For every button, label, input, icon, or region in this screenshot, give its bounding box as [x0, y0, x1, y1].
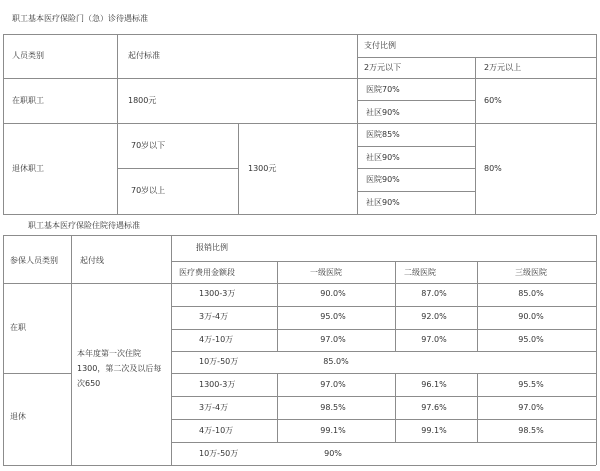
- grid-line: [477, 373, 478, 442]
- header-level1: 一级医院: [310, 268, 342, 277]
- employed-over: 60%: [484, 96, 502, 105]
- employed-hospital: 医院70%: [366, 85, 400, 94]
- retired-over70-community: 社区90%: [366, 198, 400, 207]
- grid-line: [171, 306, 596, 307]
- outpatient-table-title: 职工基本医疗保险门（急）诊待遇标准: [12, 14, 148, 23]
- header-level3: 三级医院: [515, 268, 547, 277]
- rate-cell: 96.1%: [421, 380, 447, 389]
- header-reimbursement: 报销比例: [196, 243, 228, 252]
- retired-label: 退休职工: [12, 164, 44, 173]
- grid-line: [3, 283, 596, 284]
- employed-community: 社区90%: [366, 108, 400, 117]
- grid-line: [3, 34, 596, 35]
- cost-band: 4万-10万: [199, 335, 234, 344]
- header-deductible-line: 起付线: [80, 256, 104, 265]
- header-insured-category: 参保人员类别: [10, 256, 58, 265]
- grid-line: [171, 329, 596, 330]
- inpatient-table-title: 职工基本医疗保险住院待遇标准: [28, 221, 140, 230]
- grid-line: [357, 191, 475, 192]
- grid-line: [357, 100, 475, 101]
- rate-cell: 92.0%: [421, 312, 447, 321]
- employed-deductible: 1800元: [128, 96, 157, 105]
- rate-cell: 90.0%: [320, 289, 346, 298]
- retired-under70-community: 社区90%: [366, 153, 400, 162]
- grid-line: [171, 396, 596, 397]
- retired-over70: 70岁以上: [131, 186, 166, 195]
- rate-cell-merged: 90%: [324, 449, 342, 458]
- retired-deductible: 1300元: [248, 164, 277, 173]
- rate-cell: 95.0%: [518, 335, 544, 344]
- inpatient-deductible-text: 本年度第一次住院1300，第二次及以后每次650: [77, 349, 162, 388]
- rate-cell: 97.0%: [421, 335, 447, 344]
- header-level2: 二级医院: [404, 268, 436, 277]
- retired-over70-hospital: 医院90%: [366, 175, 400, 184]
- grid-line: [238, 123, 239, 214]
- employed-label: 在职职工: [12, 96, 44, 105]
- rate-cell: 95.5%: [518, 380, 544, 389]
- grid-line: [3, 235, 596, 236]
- rate-cell: 97.0%: [320, 380, 346, 389]
- rate-cell: 97.6%: [421, 403, 447, 412]
- grid-line: [171, 419, 596, 420]
- grid-line: [475, 57, 476, 214]
- grid-line: [117, 34, 118, 214]
- grid-line: [3, 214, 596, 215]
- rate-cell: 99.1%: [421, 426, 447, 435]
- grid-line: [171, 261, 596, 262]
- grid-line: [3, 235, 4, 465]
- group-label-employed: 在职: [10, 323, 26, 332]
- grid-line: [3, 373, 71, 374]
- grid-line: [171, 235, 172, 465]
- grid-line: [357, 168, 475, 169]
- retired-under70-hospital: 医院85%: [366, 130, 400, 139]
- header-deductible: 起付标准: [128, 51, 160, 60]
- cost-band: 10万-50万: [199, 357, 239, 366]
- grid-line: [596, 235, 597, 465]
- cost-band: 10万-50万: [199, 449, 239, 458]
- retired-under70: 70岁以下: [131, 141, 166, 150]
- rate-cell: 97.0%: [518, 403, 544, 412]
- header-payment-ratio: 支付比例: [364, 41, 396, 50]
- grid-line: [596, 34, 597, 214]
- rate-cell: 98.5%: [518, 426, 544, 435]
- grid-line: [117, 168, 238, 169]
- grid-line: [357, 57, 596, 58]
- rate-cell: 98.5%: [320, 403, 346, 412]
- grid-line: [277, 261, 278, 351]
- cost-band: 3万-4万: [199, 312, 229, 321]
- grid-line: [477, 261, 478, 351]
- grid-line: [71, 235, 72, 465]
- grid-line: [171, 373, 596, 374]
- cost-band: 1300-3万: [199, 289, 236, 298]
- rate-cell: 97.0%: [320, 335, 346, 344]
- header-cost-band: 医疗费用金额段: [179, 268, 235, 277]
- header-under-20k: 2万元以下: [364, 63, 402, 72]
- rate-cell-merged: 85.0%: [323, 357, 349, 366]
- grid-line: [3, 34, 4, 214]
- grid-line: [357, 146, 475, 147]
- header-over-20k: 2万元以上: [484, 63, 522, 72]
- grid-line: [395, 373, 396, 442]
- grid-line: [171, 351, 596, 352]
- grid-line: [357, 34, 358, 214]
- group-label-retired: 退休: [10, 412, 26, 421]
- grid-line: [277, 373, 278, 442]
- header-category: 人员类别: [12, 51, 44, 60]
- rate-cell: 99.1%: [320, 426, 346, 435]
- retired-over: 80%: [484, 164, 502, 173]
- rate-cell: 85.0%: [518, 289, 544, 298]
- grid-line: [3, 123, 596, 124]
- grid-line: [171, 442, 596, 443]
- grid-line: [395, 261, 396, 351]
- grid-line: [3, 78, 596, 79]
- rate-cell: 95.0%: [320, 312, 346, 321]
- cost-band: 3万-4万: [199, 403, 229, 412]
- cost-band: 1300-3万: [199, 380, 236, 389]
- grid-line: [3, 465, 596, 466]
- rate-cell: 87.0%: [421, 289, 447, 298]
- rate-cell: 90.0%: [518, 312, 544, 321]
- cost-band: 4万-10万: [199, 426, 234, 435]
